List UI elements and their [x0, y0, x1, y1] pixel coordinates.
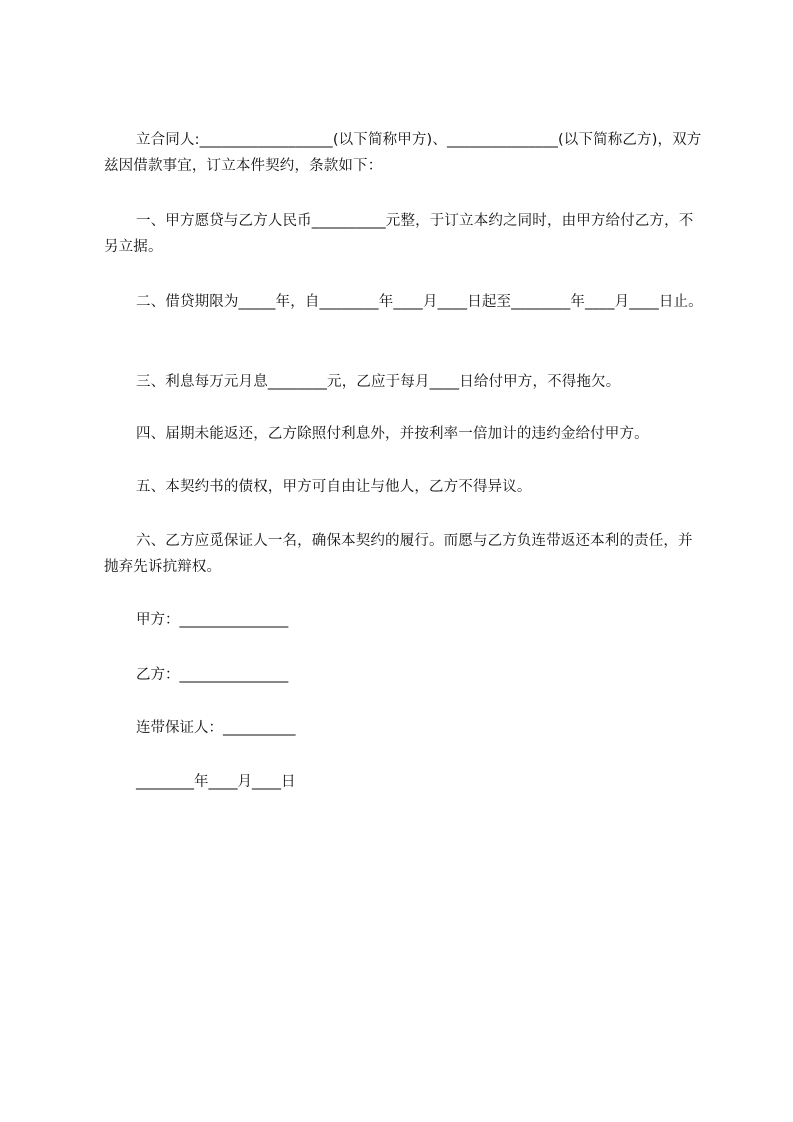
clause-1-paragraph: 一、甲方愿贷与乙方人民币__________元整，于订立本约之同时，由甲方给付乙方，不另立据。: [104, 213, 694, 255]
clause-6-paragraph: 六、乙方应觅保证人一名，确保本契约的履行。而愿与乙方负连带返还本利的责任，并抛弃先诉抗辩权。: [104, 533, 693, 575]
clause-4-paragraph: 四、届期未能返还，乙方除照付利息外，并按利率一倍加计的违约金给付甲方。: [136, 426, 649, 442]
guarantor-signature-line: 连带保证人：__________: [136, 720, 296, 736]
clause-3-paragraph: 三、利息每万元月息________元，乙应于每月____日给付甲方，不得拖欠。: [136, 374, 621, 390]
date-line: ________年____月____日: [136, 774, 296, 790]
preamble-paragraph: 立合同人:__________________(以下简称甲方)、_______________(以下简称乙方)，双方兹因借款事宜，订立本件契约，条款如下：: [104, 132, 702, 174]
clause-5-paragraph: 五、本契约书的债权，甲方可自由让与他人，乙方不得异议。: [136, 479, 532, 495]
party-a-signature-line: 甲方：_______________: [136, 612, 289, 628]
party-b-signature-line: 乙方：_______________: [136, 667, 289, 683]
clause-2-paragraph: 二、借贷期限为_____年，自________年____月____日起至________年____月____日止。: [136, 294, 703, 310]
